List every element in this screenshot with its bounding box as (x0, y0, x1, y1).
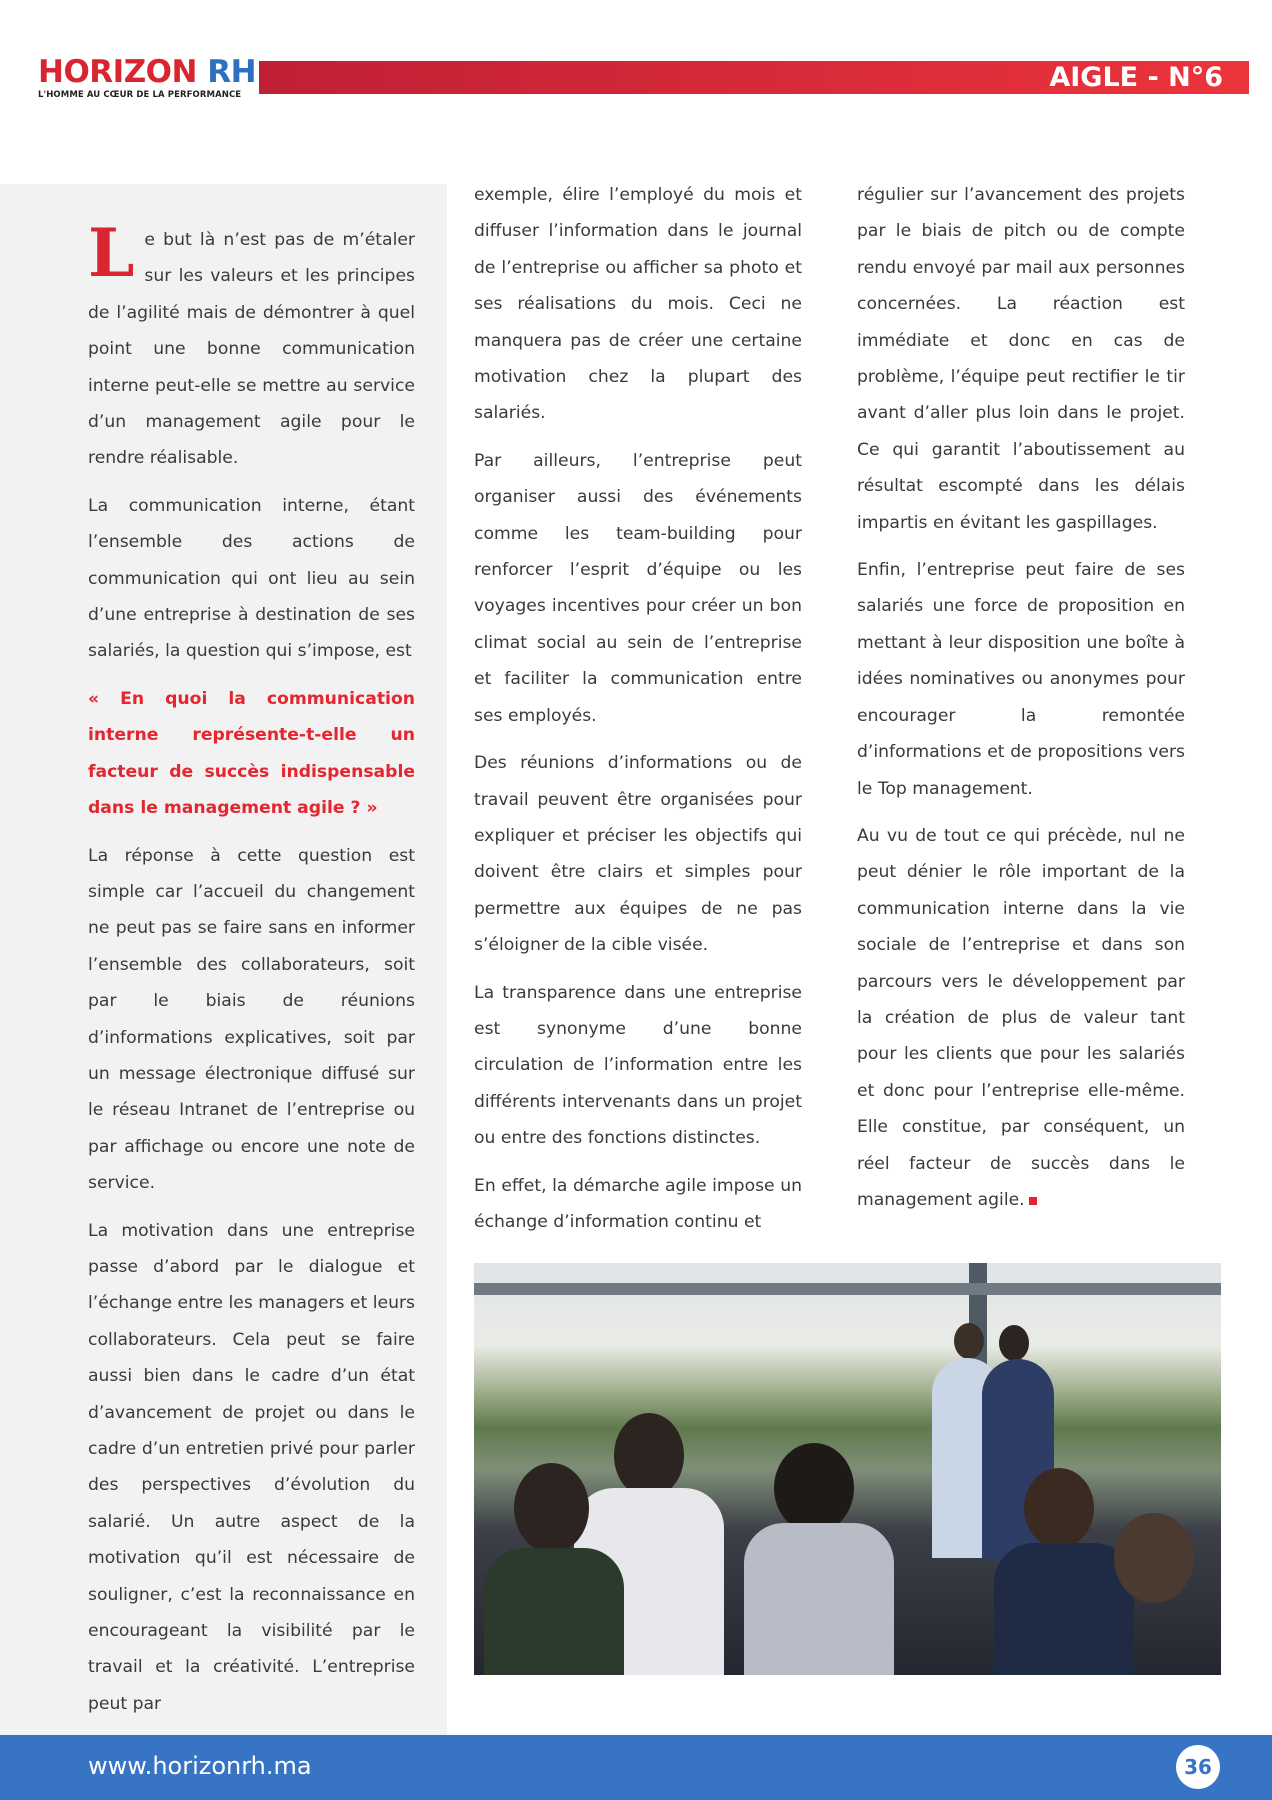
paragraph: Par ailleurs, l’entreprise peut organiser aussi des événements comme les team-building pour renforcer l’esprit d’équipe ou les voyages incentives pour créer un bon climat social au sein de l’entreprise et faciliter la communication entre ses employés. (474, 450, 802, 726)
paragraph: En effet, la démarche agile impose un échange d’information continu et (474, 1175, 802, 1232)
page-number: 36 (1176, 1745, 1220, 1789)
meeting-photo (474, 1263, 1221, 1675)
footer (0, 1735, 1272, 1800)
issue-label: AIGLE - N°6 (1049, 62, 1223, 93)
paragraph: La communication interne, étant l’ensemble des actions de communication qui ont lieu au sein d’une entreprise à destination de ses salariés, la question qui s’impose, est (88, 495, 415, 662)
header-band (259, 61, 1249, 94)
drop-cap: L (88, 214, 135, 292)
article-column-2 (474, 177, 802, 1251)
paragraph: régulier sur l’avancement des projets par le biais de pitch ou de compte rendu envoyé par mail aux personnes concernées. La réaction est immédiate et donc en cas de problème, l’équipe peut rectifier le tir avant d’aller plus loin dans le projet. Ce qui garantit l’aboutissement au résultat escompté dans les délais impartis en évitant les gaspillages. (857, 185, 1185, 533)
logo-tagline: L'HOMME AU CŒUR DE LA PERFORMANCE (38, 90, 242, 100)
paragraph: Des réunions d’informations ou de travail peuvent être organisées pour expliquer et préciser les objectifs qui doivent être clairs et simples pour permettre aux équipes de ne pas s’éloigner de la cible visée. (474, 753, 802, 956)
logo-main: HORIZON (38, 54, 197, 90)
paragraph: exemple, élire l’employé du mois et diffuser l’information dans le journal de l’entreprise ou afficher sa photo et ses réalisations du mois. Ceci ne manquera pas de créer une certaine motivation chez la plupart des salariés. (474, 185, 802, 424)
paragraph: La réponse à cette question est simple car l’accueil du changement ne peut pas se faire sans en informer l’ensemble des collaborateurs, soit par le biais de réunions d’informations explicatives, soit par un message électronique diffusé sur le réseau Intranet de l’entreprise ou par affichage ou encore une note de service. (88, 845, 415, 1194)
end-mark-icon (1029, 1197, 1037, 1205)
logo-accent: RH (207, 54, 257, 90)
paragraph: Le but là n’est pas de m’étaler sur les valeurs et les principes de l’agilité mais de démontrer à quel point une bonne communication interne peut-elle se mettre au service d’un management agile pour le rendre réalisable. (88, 214, 415, 469)
paragraph: Au vu de tout ce qui précède, nul ne peut dénier le rôle important de la communication interne dans la vie sociale de l’entreprise et dans son parcours vers le développement par la création de plus de valeur tant pour les clients que pour les salariés et donc pour l’entreprise elle-même. Elle constitue, par conséquent, un réel facteur de succès dans le management agile. (857, 825, 1185, 1210)
key-question: « En quoi la communication interne représente-t-elle un facteur de succès indispensable dans le management agile ? » (88, 688, 415, 819)
paragraph: La transparence dans une entreprise est synonyme d’une bonne circulation de l’information entre les différents intervenants dans un projet ou entre des fonctions distinctes. (474, 982, 802, 1149)
website-link[interactable]: www.horizonrh.ma (88, 1752, 312, 1780)
paragraph: Enfin, l’entreprise peut faire de ses salariés une force de proposition en mettant à leur disposition une boîte à idées nominatives ou anonymes pour encourager la remontée d’informations et de propositions vers le Top management. (857, 560, 1185, 799)
horizon-rh-logo (38, 56, 256, 100)
paragraph: La motivation dans une entreprise passe d’abord par le dialogue et l’échange entre les managers et leurs collaborateurs. Cela peut se faire aussi bien dans le cadre d’un état d’avancement de projet ou dans le cadre d’un entretien privé pour parler des perspectives d’évolution du salarié. Un autre aspect de la motivation qu’il est nécessaire de souligner, c’est la reconnaissance en encourageant la visibilité par le travail et la créativité. L’entreprise peut par (88, 1220, 415, 1714)
article-column-1 (88, 214, 415, 1733)
article-column-3 (857, 177, 1185, 1229)
